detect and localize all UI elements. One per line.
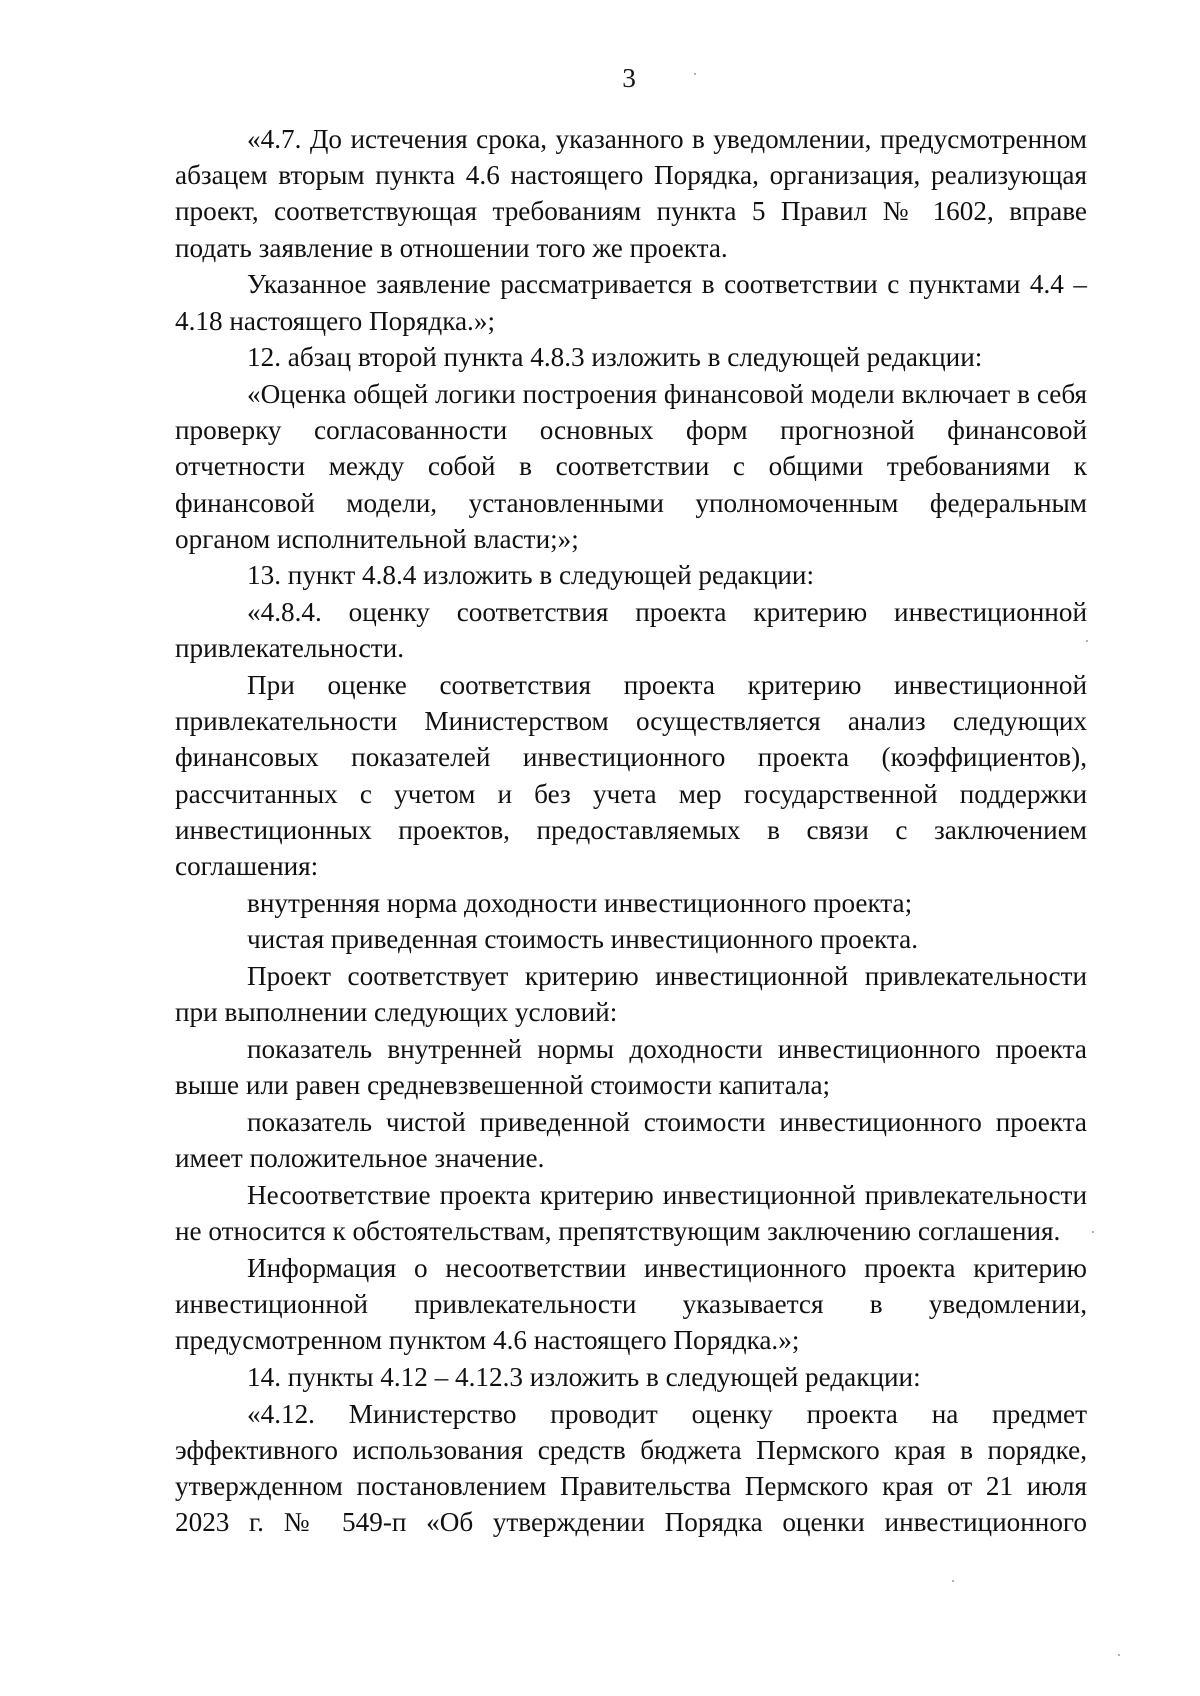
paragraph-npv-condition: показатель чистой приведенной стоимости инвестиционного проекта имеет положительное значение.: [175, 1106, 1087, 1174]
scan-speck: [694, 73, 696, 75]
paragraph-irr: внутренняя норма доходности инвестиционного проекта;: [247, 887, 913, 918]
paragraph-item-12: 12. абзац второй пункта 4.8.3 изложить в следующей редакции:: [247, 342, 983, 373]
paragraph-npv: чистая приведенная стоимость инвестиционного проекта.: [247, 924, 919, 955]
paragraph-assessment-analysis: При оценке соответствия проекта критерию инвестиционной привлекательности Министерством осуществляется анализ следующих финансовых показателей инвестиционного проекта (коэффициентов), рассчитанных с учетом и без учета мер государственной поддержки инвестиционных проектов, предоставляемых в связи с заключением соглашения:: [175, 670, 1087, 882]
paragraph-conditions: Проект соответствует критерию инвестиционной привлекательности при выполнении следующих условий:: [175, 961, 1087, 1028]
scan-speck: [1092, 1231, 1094, 1233]
paragraph-financial-model-assessment: «Оценка общей логики построения финансовой модели включает в себя проверку согласованности основных форм прогнозной финансовой отчетности между собой в соответствии с общими требованиями к финансовой модели, установленными уполномоченным федеральным органом исполнительной власти;»;: [175, 378, 1087, 554]
paragraph-4-8-4: «4.8.4. оценку соответствия проекта критерию инвестиционной привлекательности.: [175, 597, 1087, 664]
scan-speck: [952, 1580, 954, 1582]
scan-speck: [1118, 1654, 1120, 1656]
scan-speck: [1086, 640, 1088, 642]
paragraph-irr-condition: показатель внутренней нормы доходности инвестиционного проекта выше или равен средневзвешенной стоимости капитала;: [175, 1034, 1087, 1101]
document-body: [175, 121, 1087, 1540]
paragraph-noncompliance-info: Информация о несоответствии инвестиционного проекта критерию инвестиционной привлекательности указывается в уведомлении, предусмотренном пунктом 4.6 настоящего Порядка.»;: [175, 1252, 1087, 1356]
paragraph-item-13: 13. пункт 4.8.4 изложить в следующей редакции:: [247, 560, 815, 591]
paragraph-4-7: «4.7. До истечения срока, указанного в уведомлении, предусмотренном абзацем вторым пункта 4.6 настоящего Порядка, организация, реализующая проект, соответствующая требованиям пункта 5 Правил № 1602, вправе подать заявление в отношении того же проекта.: [175, 124, 1087, 263]
page-number: 3: [622, 63, 636, 93]
paragraph-item-14: 14. пункты 4.12 – 4.12.3 изложить в следующей редакции:: [247, 1361, 921, 1392]
paragraph-statement-considered: Указанное заявление рассматривается в соответствии с пунктами 4.4 – 4.18 настоящего Порядка.»;: [175, 269, 1087, 336]
paragraph-noncompliance: Несоответствие проекта критерию инвестиционной привлекательности не относится к обстоятельствам, препятствующим заключению соглашения.: [175, 1179, 1087, 1247]
paragraph-4-12: «4.12. Министерство проводит оценку проекта на предмет эффективного использования средств бюджета Пермского края в порядке, утвержденном постановлением Правительства Пермского края от 21 июля 2023 г. № 549-п «Об утверждении Порядка оценки инвестиционного: [175, 1398, 1087, 1538]
